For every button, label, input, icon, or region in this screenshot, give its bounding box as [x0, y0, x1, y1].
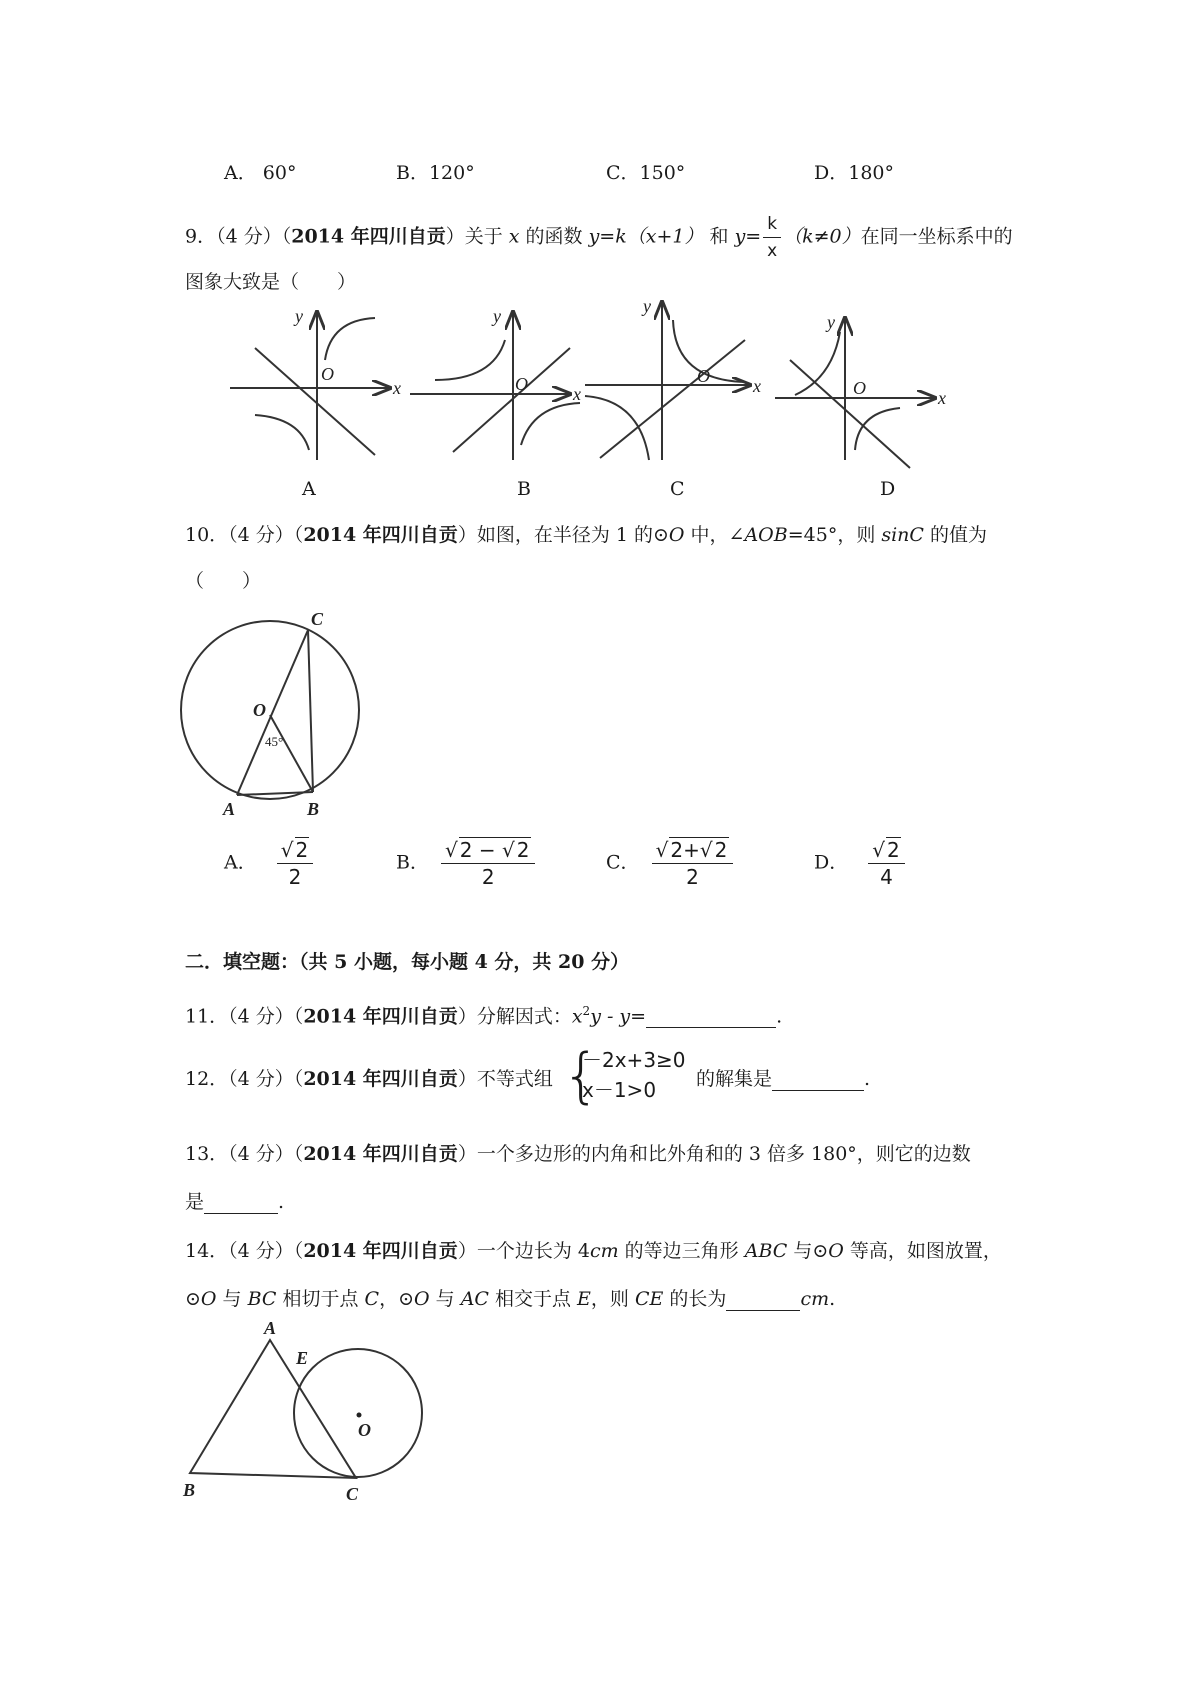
q10-option-c-num: 2+: [670, 838, 700, 862]
q14-abc: ABC: [744, 1240, 788, 1262]
q10-text4: 的值为: [923, 524, 988, 546]
section2-heading: 二．填空题：（共 5 小题，每小题 4 分，共 20 分）: [185, 951, 630, 973]
q10-option-b: [396, 838, 535, 889]
q11-source: 2014 年四川自贡: [303, 1005, 458, 1028]
q12-suffix: 的解集是: [696, 1068, 773, 1090]
q9-frac-den: x: [767, 241, 778, 261]
q14-l2-a: ⊙: [185, 1288, 201, 1310]
q8-option-c: C．150°: [606, 162, 686, 184]
q10-option-c-inner: 2: [714, 838, 728, 862]
q12-system: [582, 1045, 686, 1105]
q14-text2: 的等边三角形: [618, 1240, 745, 1262]
q12-line-tail: [696, 1067, 870, 1091]
q14-figure: [178, 1318, 438, 1503]
graph-b-x-label: x: [573, 384, 581, 404]
graph-a-origin: O: [321, 364, 334, 384]
q13-text: ）一个多边形的内角和比外角和的 3 倍多 180°，则它的边数: [457, 1143, 971, 1165]
q10-option-b-num: 2 −: [459, 838, 502, 862]
q12-source: 2014 年四川自贡: [303, 1068, 458, 1090]
q14-text4: 等高，如图放置，: [843, 1240, 1002, 1262]
q10-option-a-den: 2: [288, 865, 302, 889]
q9-line1: [185, 212, 1013, 263]
q14-cm: cm: [589, 1240, 619, 1262]
q10-option-c-den: 2: [686, 865, 699, 889]
q10-source: 2014 年四川自贡: [303, 524, 458, 546]
q14-l2-f: 相交于点: [488, 1288, 578, 1310]
q10-option-b-frac: $\frac{√ 2 - √ 2}{2}$: [441, 838, 535, 889]
q14-l2-bc: BC: [247, 1288, 277, 1310]
q10-label-c: C: [311, 609, 324, 629]
graph-c-y-label: y: [643, 300, 651, 316]
q10-text3: =45°，则: [787, 524, 882, 546]
q14-text1: ）一个边长为 4: [457, 1240, 590, 1262]
q9-mid1: ）关于: [445, 225, 509, 248]
q13-line2: [185, 1190, 284, 1214]
q10-option-a-num: 2: [295, 838, 309, 862]
q11-expr-x: x: [571, 1005, 583, 1028]
q10-line2: （ ）: [185, 570, 262, 592]
q12-line: [185, 1067, 553, 1091]
q14-l2-e: 与: [429, 1288, 461, 1310]
q10-option-c: [606, 838, 733, 889]
q10-option-c-frac: $\frac{√ 2+√ 2}{2}$: [652, 838, 734, 889]
graph-c: [585, 302, 750, 460]
q13-line1: [185, 1142, 971, 1166]
graph-b-origin: O: [515, 374, 528, 394]
q10-option-a: [224, 838, 313, 889]
graph-b-caption: B: [517, 478, 531, 500]
graph-d-caption: D: [880, 478, 896, 500]
q9-var-x: x: [508, 225, 520, 248]
q10-option-d-frac: $\frac{√ 2}{4}$: [868, 838, 904, 889]
q10-option-b-label: B．: [396, 851, 429, 874]
q14-prefix: 14．（4 分）（: [185, 1240, 304, 1262]
q11-expr-rest: y - y=: [590, 1005, 647, 1028]
q14-l2-ce: CE: [634, 1288, 664, 1310]
q14-label-e: E: [296, 1348, 309, 1368]
q14-l2-c: 相切于点: [276, 1288, 365, 1310]
graph-d-y-label: y: [827, 312, 835, 332]
q8-option-a: A． 60°: [224, 162, 297, 184]
q10-option-d-num: 2: [887, 838, 900, 862]
q14-o: O: [828, 1240, 844, 1262]
q9-mid2: 的函数: [519, 225, 589, 248]
q10-option-b-inner: 2: [516, 838, 530, 862]
q10-option-b-den: 2: [481, 865, 495, 889]
graph-d-x-label: x: [938, 388, 946, 408]
graph-a-caption: A: [302, 478, 316, 500]
graph-a-x-label: x: [393, 378, 401, 398]
q10-option-d-den: 4: [880, 865, 893, 889]
q10-sinc: sinC: [881, 524, 924, 546]
q10-o: O: [668, 524, 685, 546]
graph-c-caption: C: [670, 478, 685, 500]
q13-answer-blank[interactable]: [204, 1193, 278, 1214]
q14-l2-point-e: E: [577, 1288, 591, 1310]
q9-y-eq: y=: [734, 225, 762, 248]
q8-option-d: D．180°: [814, 162, 894, 184]
q10-option-a-frac: $\frac{√ 2}{2}$: [277, 838, 313, 889]
q14-label-a: A: [264, 1318, 277, 1338]
q14-line1: [185, 1239, 1002, 1263]
q10-angle: AOB: [744, 524, 788, 546]
q10-line1: [185, 523, 987, 547]
q14-label-c: C: [346, 1484, 359, 1503]
q14-l2-end: .: [829, 1288, 836, 1310]
q9-line2: 图象大致是（ ）: [185, 271, 357, 293]
q14-l2-ac: AC: [460, 1288, 489, 1310]
q14-l2-point-c: C: [364, 1288, 380, 1310]
graph-c-x-label: x: [753, 376, 761, 396]
graph-c-origin: O: [697, 366, 710, 386]
q13-end: .: [278, 1191, 285, 1213]
q11-prefix: 11．（4 分）（: [185, 1005, 304, 1028]
q14-l2-o2: O: [414, 1288, 430, 1310]
q10-text2: 中，∠: [684, 524, 745, 546]
q9-prefix: 9．（4 分）（: [185, 225, 292, 248]
q12-ineq1: －2x+3≥0: [582, 1048, 686, 1072]
q9-frac-num: k: [763, 212, 781, 238]
q10-option-d: [814, 838, 905, 889]
q14-l2-d: ，⊙: [379, 1288, 415, 1310]
graph-d-origin: O: [853, 378, 866, 398]
q13-source: 2014 年四川自贡: [303, 1143, 458, 1165]
q11-text: ）分解因式：: [457, 1005, 572, 1028]
q12-answer-blank[interactable]: [772, 1070, 864, 1091]
q13-prefix: 13．（4 分）（: [185, 1143, 304, 1165]
q14-l2-cm: cm: [800, 1288, 830, 1310]
q9-fraction: [763, 212, 781, 263]
q9-cond: （k≠0）: [783, 225, 861, 248]
q14-text3: 与⊙: [787, 1240, 829, 1262]
q12-prefix: 12．（4 分）（: [185, 1068, 304, 1090]
q9-mid3: 和: [703, 225, 735, 248]
graph-a: [230, 312, 390, 460]
q12-ineq2: x－1>0: [582, 1078, 657, 1102]
q10-option-d-label: D．: [814, 851, 849, 874]
q14-label-b: B: [183, 1480, 196, 1500]
q14-answer-blank[interactable]: [726, 1290, 800, 1311]
q10-option-a-label: A．: [224, 851, 257, 874]
q9-source: 2014 年四川自贡: [291, 225, 446, 248]
q11-end: .: [776, 1005, 783, 1028]
q14-l2-b: 与: [216, 1288, 248, 1310]
graph-a-y-label: y: [295, 306, 303, 326]
q10-label-o: O: [253, 700, 266, 720]
q9-func1: y=k（x+1）: [588, 225, 704, 248]
q11-answer-blank[interactable]: [646, 1007, 776, 1028]
q13-line2-text: 是: [185, 1191, 205, 1213]
q10-label-angle: 45°: [265, 734, 284, 749]
q10-label-a: A: [223, 799, 236, 819]
q12-brace: {: [562, 1041, 601, 1111]
q10-label-b: B: [307, 799, 320, 819]
q10-figure: [175, 605, 375, 820]
q14-label-o: O: [358, 1420, 371, 1440]
q14-l2-g: ，则: [590, 1288, 635, 1310]
q14-l2-o: O: [200, 1288, 217, 1310]
q9-suffix: 在同一坐标系中的: [860, 225, 1013, 248]
q14-line2: [185, 1287, 835, 1311]
q10-option-c-label: C．: [606, 851, 640, 874]
q11-line: [185, 999, 782, 1028]
q14-l2-h: 的长为: [663, 1288, 727, 1310]
q9-graphs: [225, 300, 1005, 500]
q12-text: ）不等式组: [457, 1068, 553, 1090]
q12-end: .: [864, 1068, 871, 1090]
q11-expr-sup: 2: [582, 1004, 591, 1018]
graph-b-y-label: y: [493, 306, 501, 326]
q10-prefix: 10．（4 分）（: [185, 524, 304, 546]
q14-source: 2014 年四川自贡: [303, 1240, 458, 1262]
q8-option-b: B．120°: [396, 162, 475, 184]
graph-b: [410, 312, 580, 460]
q10-text1: ）如图，在半径为 1 的⊙: [457, 524, 669, 546]
